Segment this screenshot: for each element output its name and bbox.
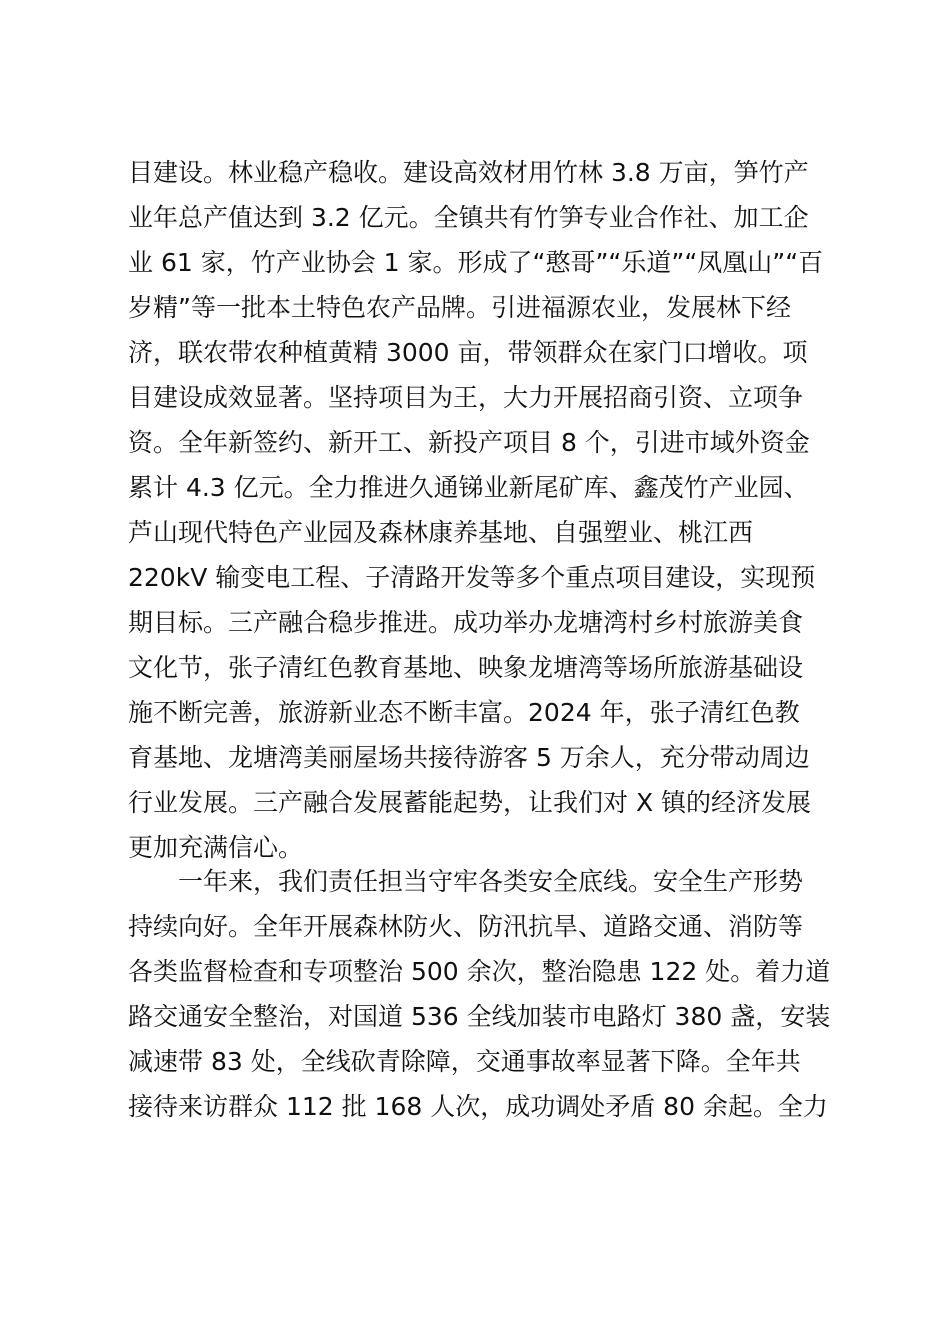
- text-line: 育基地、龙塘湾美丽屋场共接待游客 5 万余人，充分带动周边: [128, 743, 810, 772]
- text-line: 目建设成效显著。坚持项目为王，大力开展招商引资、立项争: [128, 383, 804, 412]
- paragraph-economy: [128, 150, 834, 870]
- text-line: 业年总产值达到 3.2 亿元。全镇共有竹笋专业合作社、加工企: [128, 203, 809, 232]
- text-line: 一年来，我们责任担当守牢各类安全底线。安全生产形势: [178, 867, 804, 896]
- text-line: 行业发展。三产融合发展蓄能起势，让我们对 X 镇的经济发展: [128, 788, 812, 817]
- text-line: 持续向好。全年开展森林防火、防汛抗旱、道路交通、消防等: [128, 912, 804, 941]
- text-line: 文化节，张子清红色教育基地、映象龙塘湾等场所旅游基础设: [128, 653, 804, 682]
- text-line: 路交通安全整治，对国道 536 全线加装市电路灯 380 盏，安装: [128, 1002, 831, 1031]
- text-line: 芦山现代特色产业园及森林康养基地、自强塑业、桃江西: [128, 518, 754, 547]
- text-line: 更加充满信心。: [128, 833, 304, 862]
- text-line: 220kV 输变电工程、子清路开发等多个重点项目建设，实现预: [128, 563, 816, 592]
- text-line: 接待来访群众 112 批 168 人次，成功调处矛盾 80 余起。全力: [128, 1092, 828, 1121]
- paragraph-safety: [128, 859, 834, 1129]
- text-line: 施不断完善，旅游新业态不断丰富。2024 年，张子清红色教: [128, 698, 800, 727]
- text-line: 各类监督检查和专项整治 500 余次，整治隐患 122 处。着力道: [128, 957, 831, 986]
- text-line: 岁精”等一批本土特色农产品牌。引进福源农业，发展林下经: [128, 293, 791, 322]
- text-line: 资。全年新签约、新开工、新投产项目 8 个，引进市域外资金: [128, 428, 810, 457]
- text-line: 目建设。林业稳产稳收。建设高效材用竹林 3.8 万亩，笋竹产: [128, 158, 809, 187]
- text-line: 累计 4.3 亿元。全力推进久通锑业新尾矿库、鑫茂竹产业园、: [128, 473, 809, 502]
- text-line: 业 61 家，竹产业协会 1 家。形成了“憨哥”“乐道”“凤凰山”“百: [128, 248, 824, 277]
- text-line: 期目标。三产融合稳步推进。成功举办龙塘湾村乡村旅游美食: [128, 608, 804, 637]
- text-line: 济，联农带农种植黄精 3000 亩，带领群众在家门口增收。项: [128, 338, 808, 367]
- text-line: 减速带 83 处，全线砍青除障，交通事故率显著下降。全年共: [128, 1047, 801, 1076]
